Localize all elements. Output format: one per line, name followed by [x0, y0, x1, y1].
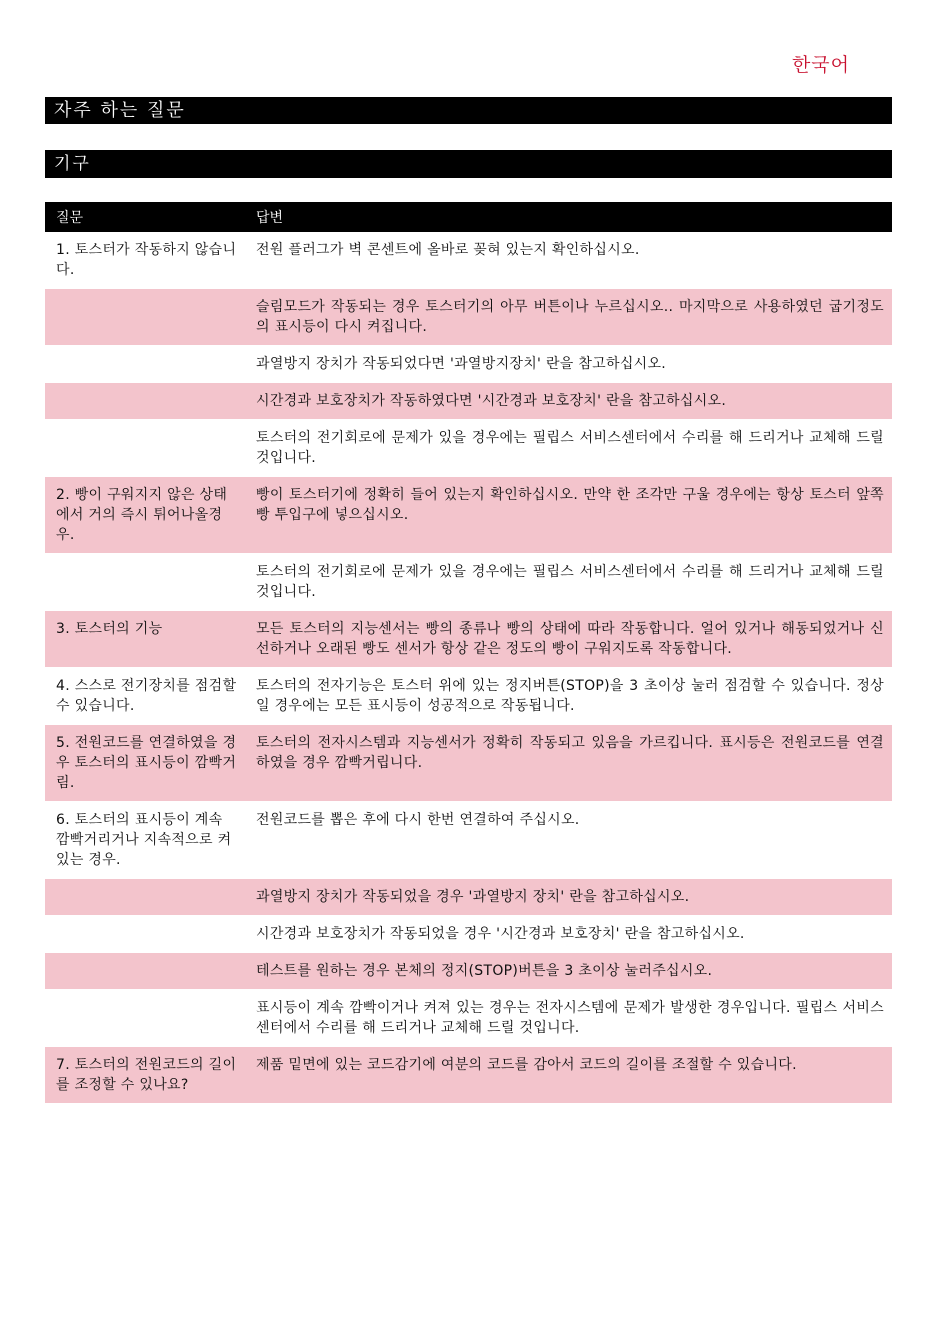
answer-cell: 시간경과 보호장치가 작동하였다면 '시간경과 보호장치' 란을 참고하십시오.: [245, 383, 892, 420]
faq-row: [45, 1047, 892, 1104]
faq-row: [45, 420, 892, 477]
question-column-header: 질문: [45, 202, 245, 232]
question-cell: [45, 554, 245, 611]
answer-cell: 과열방지 장치가 작동되었다면 '과열방지장치' 란을 참고하십시오.: [245, 346, 892, 383]
question-cell: 4. 스스로 전기장치를 점검할 수 있습니다.: [45, 668, 245, 725]
faq-header-row: [45, 202, 892, 232]
answer-cell: 슬림모드가 작동되는 경우 토스터기의 아무 버튼이나 누르십시오.. 마지막으로 사용하였던 굽기정도의 표시등이 다시 켜집니다.: [245, 289, 892, 346]
answer-cell: 테스트를 원하는 경우 본체의 정지(STOP)버튼을 3 초이상 눌러주십시오.: [245, 953, 892, 990]
answer-cell: 토스터의 전기회로에 문제가 있을 경우에는 필립스 서비스센터에서 수리를 해 드리거나 교체해 드릴 것입니다.: [245, 554, 892, 611]
page-title: 자주 하는 질문: [45, 97, 892, 124]
faq-row: [45, 346, 892, 383]
question-cell: [45, 990, 245, 1047]
answer-cell: 토스터의 전자시스템과 지능센서가 정확히 작동되고 있음을 가르킵니다. 표시등은 전원코드를 연결하였을 경우 깜빡거립니다.: [245, 725, 892, 802]
faq-row: [45, 668, 892, 725]
answer-cell: 표시등이 계속 깜빡이거나 켜져 있는 경우는 전자시스템에 문제가 발생한 경우입니다. 필립스 서비스센터에서 수리를 해 드리거나 교체해 드릴 것입니다.: [245, 990, 892, 1047]
faq-row: [45, 879, 892, 916]
question-cell: [45, 383, 245, 420]
question-cell: 2. 빵이 구워지지 않은 상태에서 거의 즉시 튀어나올경우.: [45, 477, 245, 554]
question-cell: [45, 879, 245, 916]
faq-row: [45, 289, 892, 346]
faq-body: [45, 232, 892, 1103]
answer-cell: 제품 밑면에 있는 코드감기에 여분의 코드를 감아서 코드의 길이를 조절할 수 있습니다.: [245, 1047, 892, 1104]
answer-cell: 빵이 토스터기에 정확히 들어 있는지 확인하십시오. 만약 한 조각만 구울 경우에는 항상 토스터 앞쪽 빵 투입구에 넣으십시오.: [245, 477, 892, 554]
faq-row: [45, 383, 892, 420]
faq-row: [45, 232, 892, 289]
answer-column-header: 답변: [245, 202, 892, 232]
answer-cell: 토스터의 전기회로에 문제가 있을 경우에는 필립스 서비스센터에서 수리를 해 드리거나 교체해 드릴 것입니다.: [245, 420, 892, 477]
section-heading: 기구: [45, 150, 892, 178]
question-cell: 3. 토스터의 기능: [45, 611, 245, 668]
answer-cell: 시간경과 보호장치가 작동되었을 경우 '시간경과 보호장치' 란을 참고하십시오.: [245, 916, 892, 953]
faq-row: [45, 477, 892, 554]
question-cell: [45, 916, 245, 953]
faq-row: [45, 554, 892, 611]
question-cell: [45, 420, 245, 477]
faq-row: [45, 990, 892, 1047]
question-cell: 7. 토스터의 전원코드의 길이를 조정할 수 있나요?: [45, 1047, 245, 1104]
question-cell: 1. 토스터가 작동하지 않습니다.: [45, 232, 245, 289]
answer-cell: 토스터의 전자기능은 토스터 위에 있는 정지버튼(STOP)을 3 초이상 눌러 점검할 수 있습니다. 정상일 경우에는 모든 표시등이 성공적으로 작동됩니다.: [245, 668, 892, 725]
language-label: 한국어: [791, 54, 850, 76]
question-cell: [45, 289, 245, 346]
faq-row: [45, 953, 892, 990]
faq-row: [45, 802, 892, 879]
answer-cell: 모든 토스터의 지능센서는 빵의 종류나 빵의 상태에 따라 작동합니다. 얼어 있거나 해동되었거나 신선하거나 오래된 빵도 센서가 항상 같은 정도의 빵이 구워지도록 작동합니다.: [245, 611, 892, 668]
answer-cell: 전원코드를 뽑은 후에 다시 한번 연결하여 주십시오.: [245, 802, 892, 879]
faq-row: [45, 611, 892, 668]
question-cell: 6. 토스터의 표시등이 계속 깜빡거리거나 지속적으로 켜있는 경우.: [45, 802, 245, 879]
faq-table: [45, 202, 892, 1103]
answer-cell: 과열방지 장치가 작동되었을 경우 '과열방지 장치' 란을 참고하십시오.: [245, 879, 892, 916]
faq-row: [45, 725, 892, 802]
answer-cell: 전원 플러그가 벽 콘센트에 올바로 꽂혀 있는지 확인하십시오.: [245, 232, 892, 289]
faq-row: [45, 916, 892, 953]
question-cell: 5. 전원코드를 연결하였을 경우 토스터의 표시등이 깜빡거림.: [45, 725, 245, 802]
question-cell: [45, 346, 245, 383]
question-cell: [45, 953, 245, 990]
